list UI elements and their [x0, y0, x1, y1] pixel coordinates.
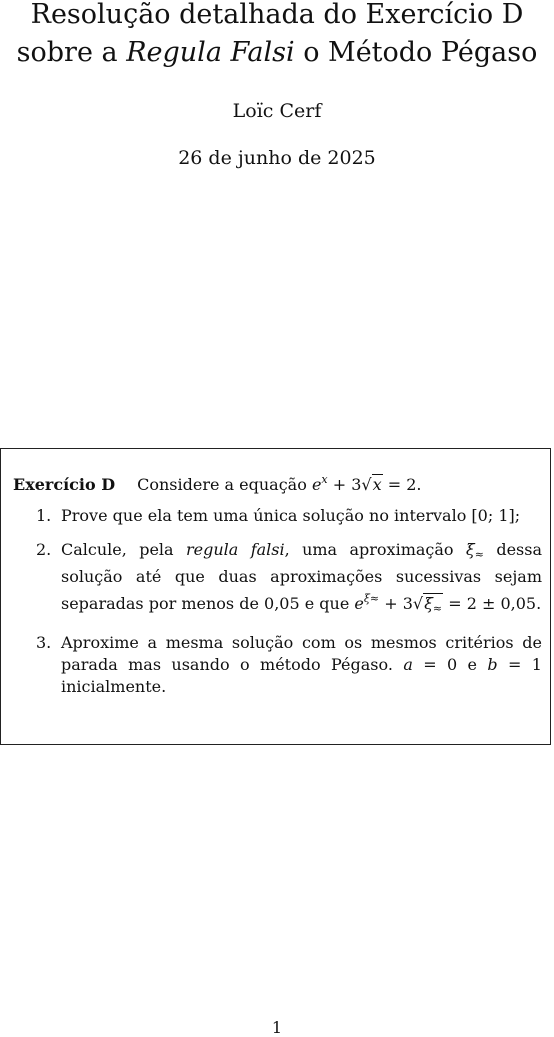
sqrt-icon: √	[412, 594, 424, 613]
exercise-item-2	[36, 539, 542, 620]
author: Loïc Cerf	[232, 100, 322, 122]
item-number: 2.	[36, 540, 52, 559]
item-text: Aproxime a mesma solução com os mesmos critérios de parada mas usando o método Pégaso.	[61, 633, 542, 674]
eq2-plus: + 3	[379, 594, 413, 613]
exercise-intro: Considere a equação	[137, 475, 307, 494]
eq-exp: x	[321, 473, 328, 486]
exercise-item-3	[36, 632, 542, 698]
eq-plus: + 3	[327, 475, 362, 494]
eq2-radicand-sub: ≈	[432, 602, 443, 615]
eq2-radicand	[423, 593, 443, 613]
eq2-base: e	[354, 594, 364, 613]
item-text-post: dessa solução até que duas aproximações sucessivas sejam separadas por menos de 0,05 e que	[61, 540, 543, 613]
item-number: 1.	[36, 506, 52, 525]
eq2-radicand-xi: ξ	[424, 594, 433, 613]
exercise-items	[36, 505, 542, 710]
var-b: b	[487, 655, 498, 674]
xi-subscript: ≈	[474, 548, 484, 561]
item-text-mid: , uma aproximação	[284, 540, 466, 559]
item-number: 3.	[36, 633, 52, 652]
title-line-2-italic: Regula Falsi	[126, 37, 295, 68]
page-number: 1	[271, 1018, 283, 1037]
item-text: Prove que ela tem uma única solução no intervalo [0; 1];	[61, 506, 521, 525]
var-a-value: = 0 e	[412, 655, 488, 674]
item-text-pre: Calcule, pela	[61, 540, 186, 559]
exercise-item-1	[36, 505, 542, 527]
title-line-1: Resolução detalhada do Exercício D	[30, 0, 524, 30]
document-title	[0, 0, 554, 72]
exercise-heading	[13, 473, 421, 494]
eq-base: e	[311, 475, 322, 494]
exercise-label: Exercício D	[13, 475, 116, 494]
title-line-2-pre: sobre a	[16, 37, 127, 68]
var-b-value: = 1 inicialmente.	[61, 655, 542, 696]
sqrt-icon: √	[361, 475, 372, 494]
eq2-rhs: = 2 ± 0,05.	[443, 594, 542, 613]
exercise-box	[0, 448, 551, 745]
eq2-exp: ξ≈	[363, 592, 380, 605]
var-a: a	[403, 655, 413, 674]
item-text-italic: regula falsi	[185, 540, 285, 559]
xi-symbol: ξ	[465, 540, 475, 559]
eq-rhs: = 2.	[382, 475, 422, 494]
date: 26 de junho de 2025	[178, 147, 376, 169]
title-line-2-post: o Método Pégaso	[294, 37, 538, 68]
eq-radicand: x	[372, 475, 382, 494]
